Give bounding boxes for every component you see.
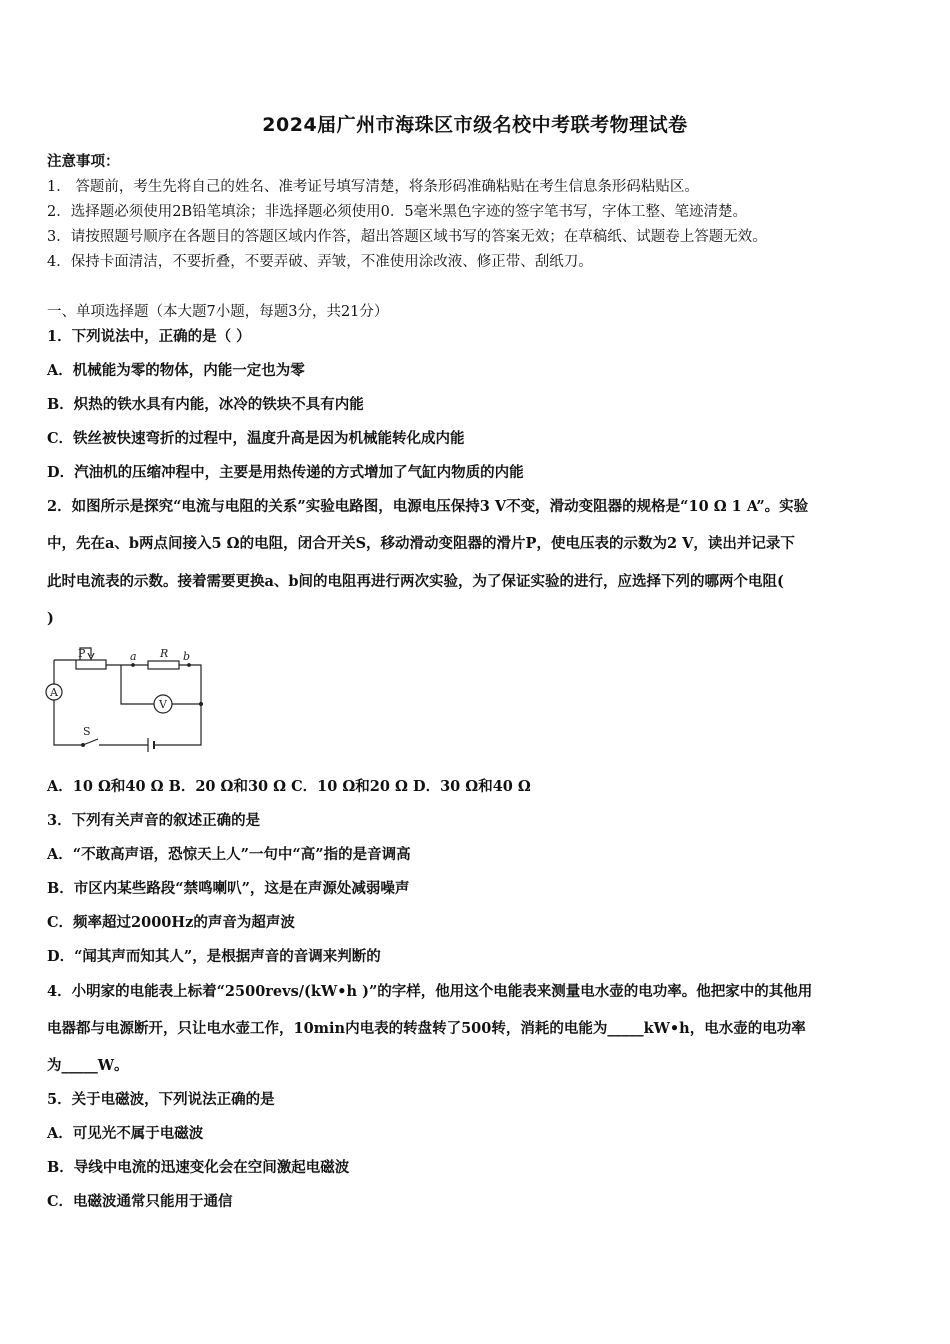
question-5-option-b: B．导线中电流的迅速变化会在空间激起电磁波 (47, 1159, 350, 1176)
question-1-option-b: B．炽热的铁水具有内能，冰冷的铁块不具有内能 (47, 396, 364, 413)
switch-pivot (82, 744, 85, 747)
question-1-stem: 1．下列说法中，正确的是（ ） (47, 328, 251, 345)
question-5-stem: 5．关于电磁波，下列说法正确的是 (47, 1091, 275, 1108)
question-1-option-d: D．汽油机的压缩冲程中，主要是用热传递的方式增加了气缸内物质的内能 (47, 464, 524, 481)
question-2-stem-line: ) (47, 610, 54, 627)
notice-item: 2．选择题必须使用2B铅笔填涂；非选择题必须使用0．5毫米黑色字迹的签字笔书写，字体工整、笔迹清楚。 (47, 204, 748, 220)
question-1-option-c: C．铁丝被快速弯折的过程中，温度升高是因为机械能转化成内能 (47, 430, 465, 447)
circuit-diagram (44, 640, 214, 752)
question-3-option-c: C．频率超过2000Hz的声音为超声波 (47, 914, 295, 931)
question-1-option-a: A．机械能为零的物体，内能一定也为零 (47, 362, 305, 379)
notice-item: 1． 答题前，考生先将自己的姓名、准考证号填写清楚，将条形码准确粘贴在考生信息条形码粘贴区。 (47, 179, 699, 195)
label-ammeter: A (50, 686, 58, 699)
label-b: b (183, 650, 191, 663)
voltmeter-left-wire (121, 665, 154, 704)
notice-item: 4．保持卡面清洁，不要折叠，不要弄破、弄皱，不准使用涂改液、修正带、刮纸刀。 (47, 254, 593, 270)
outer-wire (54, 660, 201, 745)
question-3-option-b: B．市区内某些路段“禁鸣喇叭”，这是在声源处减弱噪声 (47, 880, 410, 897)
section-heading: 一、单项选择题（本大题7小题，每题3分，共21分） (47, 304, 389, 320)
question-3-option-a: A．“不敢高声语，恐惊天上人”一句中“高”指的是音调高 (47, 846, 411, 863)
notice-heading: 注意事项： (47, 153, 120, 170)
rheostat (76, 660, 106, 669)
question-2-options: A．10 Ω和40 Ω B．20 Ω和30 Ω C．10 Ω和20 Ω D．30 Ω和40 Ω (47, 778, 531, 795)
question-2-stem-line: 2．如图所示是探究“电流与电阻的关系”实验电路图，电源电压保持3 V不变，滑动变阻器的规格是“10 Ω 1 A”。实验 (47, 498, 809, 515)
question-3-option-d: D．“闻其声而知其人”，是根据声音的音调来判断的 (47, 948, 381, 965)
page-title: 2024届广州市海珠区市级名校中考联考物理试卷 (262, 114, 688, 136)
question-2-stem-line: 中，先在a、b两点间接入5 Ω的电阻，闭合开关S，移动滑动变阻器的滑片P，使电压表的示数为2 V，读出并记录下 (47, 535, 795, 552)
question-5-option-a: A．可见光不属于电磁波 (47, 1125, 204, 1142)
resistor-r (148, 661, 179, 669)
node-a (132, 664, 135, 667)
label-s: S (83, 725, 91, 738)
question-4-stem-line: 4．小明家的电能表上标着“2500revs/(kW•h )”的字样，他用这个电能表来测量电水壶的电功率。他把家中的其他用 (47, 983, 813, 1000)
junction (200, 703, 203, 706)
notice-item: 3．请按照题号顺序在各题目的答题区域内作答，超出答题区域书写的答案无效；在草稿纸、试题卷上答题无效。 (47, 229, 767, 245)
question-5-option-c: C．电磁波通常只能用于通信 (47, 1193, 233, 1210)
label-v: V (159, 698, 167, 711)
label-p: P (78, 647, 86, 660)
label-a: a (130, 650, 137, 663)
question-2-stem-line: 此时电流表的示数。接着需要更换a、b间的电阻再进行两次实验，为了保证实验的进行，应选择下列的哪两个电阻( (47, 573, 784, 590)
question-4-stem-line: 为_____W。 (47, 1057, 129, 1074)
node-b (188, 664, 191, 667)
question-3-stem: 3．下列有关声音的叙述正确的是 (47, 812, 261, 829)
question-4-stem-line: 电器都与电源断开，只让电水壶工作，10min内电表的转盘转了500转，消耗的电能为_____kW•h，电水壶的电功率 (47, 1020, 806, 1037)
label-r: R (160, 647, 169, 660)
